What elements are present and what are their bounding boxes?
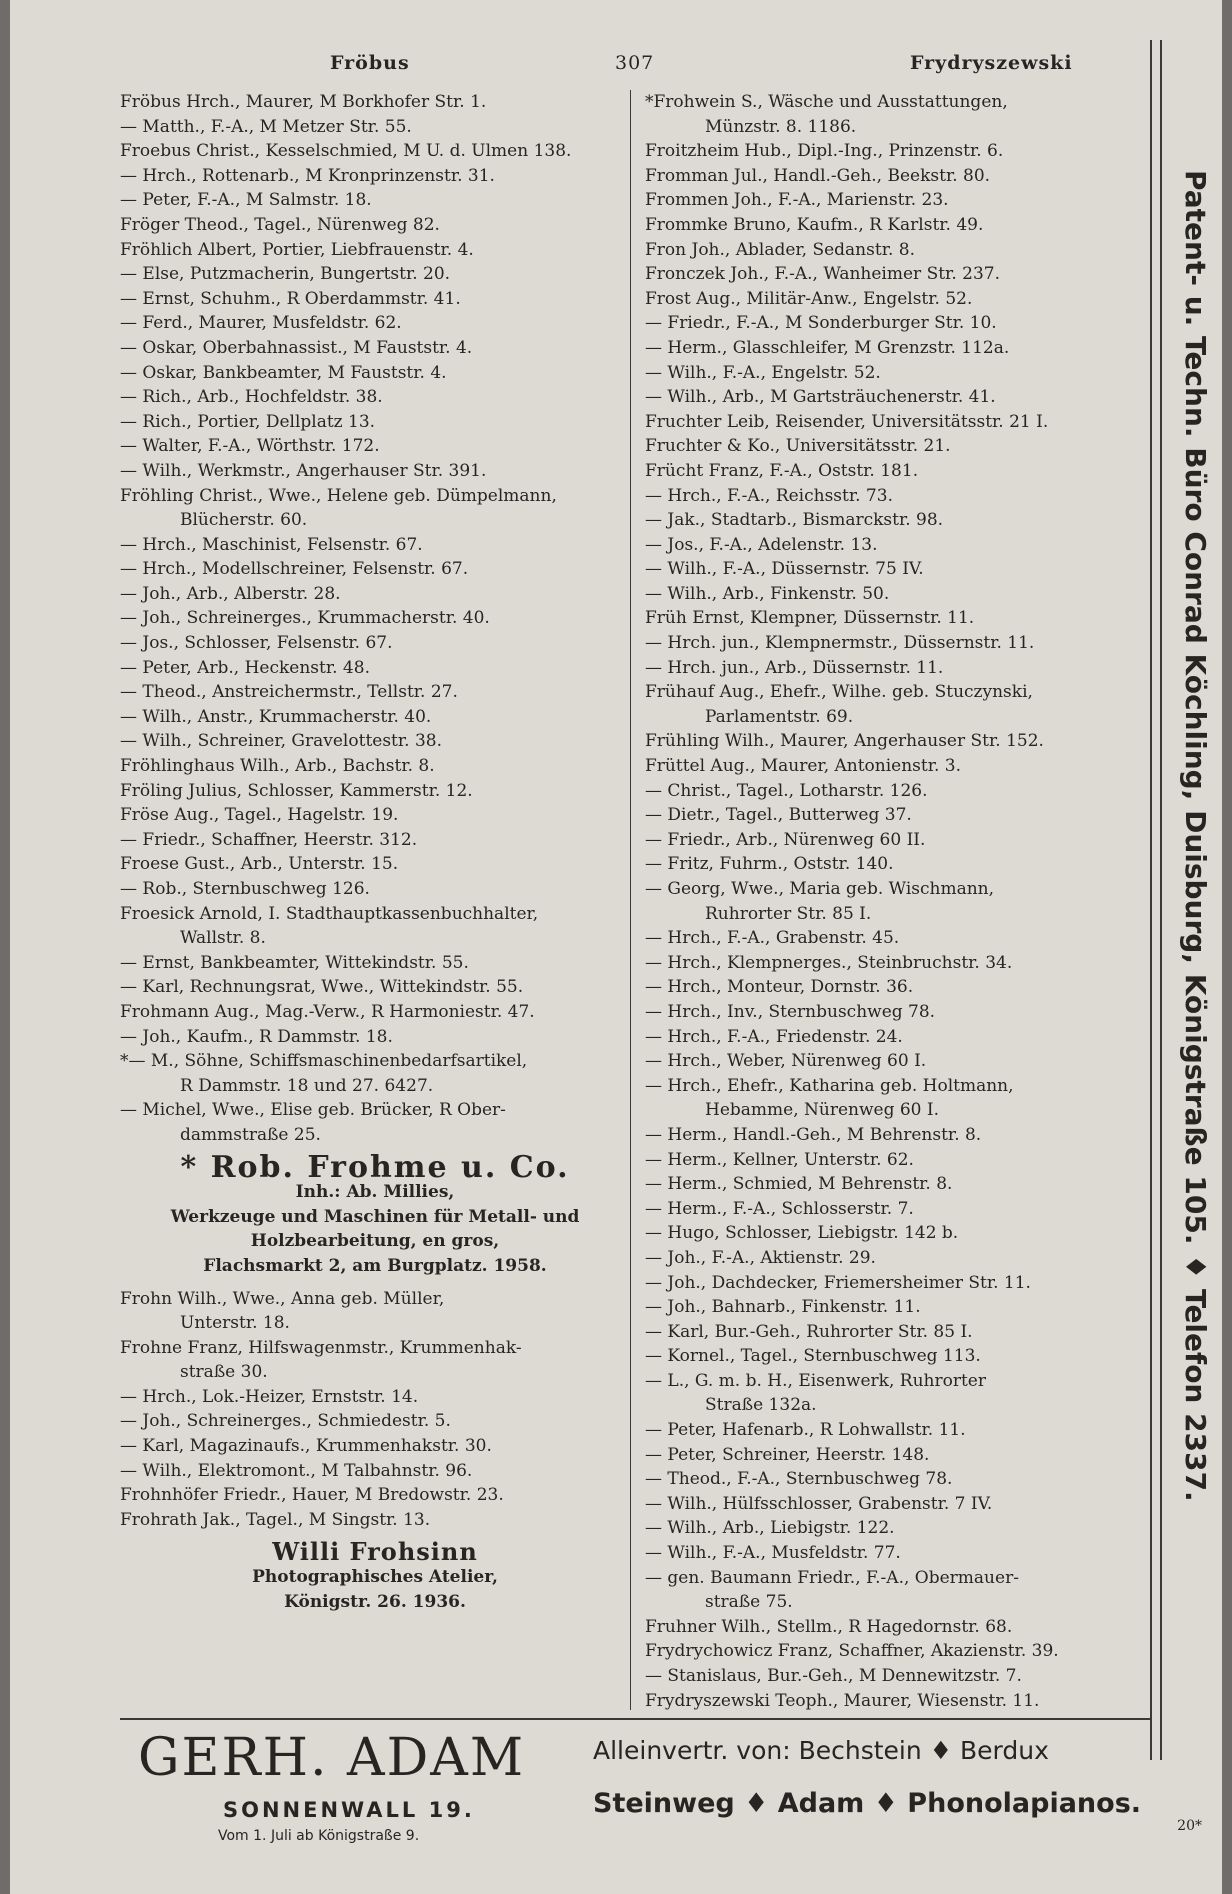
directory-entry: — Matth., F.-A., M Metzer Str. 55. [120, 116, 412, 137]
directory-entry: — Joh., Dachdecker, Friemersheimer Str. 11. [645, 1272, 1031, 1293]
directory-entry: — Hugo, Schlosser, Liebigstr. 142 b. [645, 1223, 959, 1244]
ad-line: * Rob. Frohme u. Co. [180, 1149, 570, 1185]
directory-entry: Frydrychowicz Franz, Schaffner, Akazienstr. 39. [645, 1641, 1059, 1662]
directory-entry: — Hrch., Inv., Sternbuschweg 78. [645, 1001, 936, 1022]
directory-entry: — Hrch. jun., Klempnermstr., Düssernstr. 11. [645, 633, 1035, 654]
directory-entry: — Peter, Arb., Heckenstr. 48. [120, 657, 370, 678]
directory-entry: Frühauf Aug., Ehefr., Wilhe. geb. Stuczynski, [645, 682, 1033, 703]
directory-entry: — L., G. m. b. H., Eisenwerk, Ruhrorter [645, 1370, 986, 1391]
directory-entry: — Ernst, Schuhm., R Oberdammstr. 41. [120, 288, 461, 309]
directory-entry: Frohrath Jak., Tagel., M Singstr. 13. [120, 1509, 431, 1530]
directory-entry: — Hrch., Rottenarb., M Kronprinzenstr. 31. [120, 165, 495, 186]
directory-entry: — Joh., Schreinerges., Schmiedestr. 5. [120, 1411, 451, 1432]
directory-entry: — Hrch., Ehefr., Katharina geb. Holtmann, [645, 1075, 1014, 1096]
directory-entry: — Kornel., Tagel., Sternbuschweg 113. [645, 1346, 981, 1367]
side-advertisement: Patent- u. Techn. Büro Conrad Köchling, Duisburg, Königstraße 105. ♦ Telefon 2337. [1179, 170, 1212, 1502]
directory-entry: Fromman Jul., Handl.-Geh., Beekstr. 80. [645, 165, 991, 186]
directory-entry: Fröling Julius, Schlosser, Kammerstr. 12. [120, 780, 473, 801]
directory-entry: — Jos., Schlosser, Felsenstr. 67. [120, 633, 393, 654]
directory-entry: — Joh., F.-A., Aktienstr. 29. [645, 1247, 876, 1268]
directory-entry: — Joh., Kaufm., R Dammstr. 18. [120, 1026, 393, 1047]
directory-entry: — Wilh., Arb., Finkenstr. 50. [645, 583, 890, 604]
header-right-word: Frydryszewski [910, 52, 1073, 74]
directory-entry: — Herm., Kellner, Unterstr. 62. [645, 1149, 914, 1170]
directory-entry: — Walter, F.-A., Wörthstr. 172. [120, 436, 380, 457]
ad-frohme [120, 1149, 630, 1279]
left-column [120, 90, 630, 1622]
directory-entry: — Hrch., Lok.-Heizer, Ernststr. 14. [120, 1386, 419, 1407]
directory-entry: — Wilh., F.-A., Düssernstr. 75 IV. [645, 559, 924, 580]
ad-line: Willi Frohsinn [272, 1537, 478, 1567]
directory-entry: — Wilh., F.-A., Musfeldstr. 77. [645, 1543, 901, 1564]
directory-entry: — Ernst, Bankbeamter, Wittekindstr. 55. [120, 952, 469, 973]
directory-entry: — Michel, Wwe., Elise geb. Brücker, R Ober- [120, 1100, 506, 1121]
directory-entry: Parlamentstr. 69. [705, 706, 854, 727]
page-number: 307 [615, 52, 655, 74]
directory-entry: — Herm., Glasschleifer, M Grenzstr. 112a. [645, 337, 1010, 358]
ad-frohsinn [120, 1537, 630, 1614]
column-divider [630, 90, 631, 1710]
right-column [645, 90, 1145, 1713]
directory-entry: — Wilh., Anstr., Krummacherstr. 40. [120, 706, 432, 727]
directory-entry: — Rob., Sternbuschweg 126. [120, 879, 370, 899]
directory-entry: Fruchter & Ko., Universitätsstr. 21. [645, 436, 951, 457]
directory-entry: Münzstr. 8. 1186. [705, 116, 857, 137]
bottom-rule [120, 1718, 1150, 1720]
directory-entry: — Hrch., Maschinist, Felsenstr. 67. [120, 534, 423, 555]
directory-entry: Fröhlinghaus Wilh., Arb., Bachstr. 8. [120, 756, 435, 777]
directory-entry: Früh Ernst, Klempner, Düssernstr. 11. [645, 608, 975, 629]
directory-entry: Fron Joh., Ablader, Sedanstr. 8. [645, 239, 915, 260]
directory-entry: Fröhling Christ., Wwe., Helene geb. Dümpelmann, [120, 485, 557, 506]
directory-entry: Fruhner Wilh., Stellm., R Hagedornstr. 68. [645, 1616, 1013, 1637]
directory-entry: — Herm., Schmied, M Behrenstr. 8. [645, 1174, 953, 1195]
directory-entry: Ruhrorter Str. 85 I. [705, 903, 872, 924]
directory-entry: — Oskar, Oberbahnassist., M Fauststr. 4. [120, 337, 473, 358]
side-divider-2 [1160, 40, 1162, 1760]
directory-entry: — Hrch. jun., Arb., Düssernstr. 11. [645, 657, 944, 678]
directory-entry: Frühling Wilh., Maurer, Angerhauser Str. 152. [645, 731, 1044, 752]
directory-entry: Fröger Theod., Tagel., Nürenweg 82. [120, 214, 440, 235]
directory-entry: Frommen Joh., F.-A., Marienstr. 23. [645, 190, 949, 211]
directory-entry: — Karl, Magazinaufs., Krummenhakstr. 30. [120, 1436, 492, 1457]
directory-entry: — Wilh., Hülfsschlosser, Grabenstr. 7 IV. [645, 1493, 993, 1514]
directory-entry: Froese Gust., Arb., Unterstr. 15. [120, 854, 399, 875]
directory-entry: Hebamme, Nürenweg 60 I. [705, 1100, 940, 1121]
directory-entry: — Hrch., Weber, Nürenweg 60 I. [645, 1051, 927, 1072]
directory-entry: — Herm., F.-A., Schlosserstr. 7. [645, 1198, 914, 1219]
directory-entry: — Hrch., Monteur, Dornstr. 36. [645, 977, 914, 998]
directory-entry: — Hrch., Modellschreiner, Felsenstr. 67. [120, 559, 469, 580]
directory-entry: Fruchter Leib, Reisender, Universitätsstr. 21 I. [645, 411, 1049, 432]
ad-line: Photographisches Atelier, [252, 1567, 498, 1588]
directory-entry: *— M., Söhne, Schiffsmaschinenbedarfsartikel, [120, 1051, 528, 1072]
directory-entry: — Ferd., Maurer, Musfeldstr. 62. [120, 313, 402, 334]
directory-entry: — Karl, Bur.-Geh., Ruhrorter Str. 85 I. [645, 1321, 973, 1342]
directory-entry: — Joh., Arb., Alberstr. 28. [120, 583, 341, 604]
directory-entry: — Joh., Schreinerges., Krummacherstr. 40. [120, 608, 490, 629]
directory-entry: Wallstr. 8. [180, 928, 266, 949]
directory-entry: Frohne Franz, Hilfswagenmstr., Krummenhak- [120, 1337, 522, 1358]
directory-entry: — Hrch., Klempnerges., Steinbruchstr. 34. [645, 952, 1013, 973]
directory-entry: straße 75. [705, 1592, 793, 1613]
directory-entry: Straße 132a. [705, 1395, 817, 1416]
directory-entry: — Hrch., F.-A., Friedenstr. 24. [645, 1026, 903, 1047]
directory-entry: straße 30. [180, 1362, 268, 1383]
directory-entry: — Wilh., Werkmstr., Angerhauser Str. 391. [120, 460, 487, 481]
gerh-adam-address: SONNENWALL 19. [223, 1798, 475, 1822]
directory-entry: Froebus Christ., Kesselschmied, M U. d. Ulmen 138. [120, 141, 572, 162]
directory-entry: — Hrch., F.-A., Grabenstr. 45. [645, 928, 900, 949]
directory-entry: — Peter, F.-A., M Salmstr. 18. [120, 190, 372, 211]
gerh-adam-name: GERH. ADAM [138, 1728, 526, 1788]
directory-entry: — Wilh., Arb., M Gartsträuchenerstr. 41. [645, 387, 996, 408]
gerh-adam-brands: Steinweg ♦ Adam ♦ Phonolapianos. [593, 1788, 1142, 1819]
directory-entry: — Peter, Hafenarb., R Lohwallstr. 11. [645, 1420, 966, 1441]
directory-entry: — Stanislaus, Bur.-Geh., M Dennewitzstr. 7. [645, 1666, 1022, 1686]
directory-entry: Blücherstr. 60. [180, 510, 308, 531]
directory-entry: — Georg, Wwe., Maria geb. Wischmann, [645, 879, 995, 899]
directory-entry: Frücht Franz, F.-A., Oststr. 181. [645, 460, 919, 481]
directory-entry: — Hrch., F.-A., Reichsstr. 73. [645, 485, 893, 506]
directory-entry: — Oskar, Bankbeamter, M Fauststr. 4. [120, 362, 447, 383]
directory-entry: — Fritz, Fuhrm., Oststr. 140. [645, 854, 894, 875]
ad-line: Holzbearbeitung, en gros, [250, 1231, 500, 1252]
directory-entry: Frost Aug., Militär-Anw., Engelstr. 52. [645, 288, 973, 309]
directory-entry: Frydryszewski Teoph., Maurer, Wiesenstr. 11. [645, 1690, 1040, 1711]
directory-entry: Frommke Bruno, Kaufm., R Karlstr. 49. [645, 214, 984, 235]
directory-entry: Fröse Aug., Tagel., Hagelstr. 19. [120, 805, 399, 826]
directory-entry: Froitzheim Hub., Dipl.-Ing., Prinzenstr. 6. [645, 141, 1004, 162]
directory-entry: Fronczek Joh., F.-A., Wanheimer Str. 237. [645, 264, 1000, 285]
directory-entry: — Wilh., Schreiner, Gravelottestr. 38. [120, 731, 442, 752]
directory-entry: — Peter, Schreiner, Heerstr. 148. [645, 1444, 930, 1465]
directory-entry: *Frohwein S., Wäsche und Ausstattungen, [645, 92, 1008, 112]
directory-entry: — Friedr., F.-A., M Sonderburger Str. 10. [645, 313, 997, 334]
directory-entry: — Joh., Bahnarb., Finkenstr. 11. [645, 1297, 921, 1318]
directory-entry: — gen. Baumann Friedr., F.-A., Obermauer- [645, 1567, 1019, 1588]
directory-entry: — Jak., Stadtarb., Bismarckstr. 98. [645, 510, 944, 531]
directory-entry: — Wilh., F.-A., Engelstr. 52. [645, 362, 881, 383]
ad-line: Flachsmarkt 2, am Burgplatz. 1958. [203, 1255, 547, 1276]
directory-entry: Früttel Aug., Maurer, Antonienstr. 3. [645, 756, 962, 777]
directory-entry: Fröbus Hrch., Maurer, M Borkhofer Str. 1. [120, 92, 487, 112]
directory-entry: — Wilh., Elektromont., M Talbahnstr. 96. [120, 1460, 473, 1481]
directory-entry: — Friedr., Arb., Nürenweg 60 II. [645, 829, 926, 850]
directory-entry: — Herm., Handl.-Geh., M Behrenstr. 8. [645, 1124, 982, 1145]
directory-entry: — Rich., Portier, Dellplatz 13. [120, 411, 376, 432]
directory-entry: — Friedr., Schaffner, Heerstr. 312. [120, 829, 418, 850]
directory-entry: — Rich., Arb., Hochfeldstr. 38. [120, 387, 383, 408]
ad-line: Königstr. 26. 1936. [284, 1591, 466, 1612]
ad-line: Inh.: Ab. Millies, [295, 1182, 455, 1203]
header-left-word: Fröbus [330, 52, 410, 74]
directory-entry: — Christ., Tagel., Lotharstr. 126. [645, 780, 928, 801]
gerh-adam-note: Vom 1. Juli ab Königstraße 9. [218, 1828, 420, 1844]
directory-entry: — Theod., Anstreichermstr., Tellstr. 27. [120, 682, 458, 703]
directory-entry: Frohmann Aug., Mag.-Verw., R Harmoniestr. 47. [120, 1001, 535, 1022]
directory-entry: — Jos., F.-A., Adelenstr. 13. [645, 534, 878, 555]
directory-page [10, 0, 1222, 1894]
directory-entry: R Dammstr. 18 und 27. 6427. [180, 1075, 434, 1096]
directory-entry: Froesick Arnold, I. Stadthauptkassenbuchhalter, [120, 903, 539, 924]
directory-entry: Unterstr. 18. [180, 1313, 290, 1334]
directory-entry: — Dietr., Tagel., Butterweg 37. [645, 805, 912, 826]
bottom-advertisement [128, 1728, 1148, 1848]
directory-entry: dammstraße 25. [180, 1124, 321, 1145]
page-signature-mark: 20* [1177, 1818, 1202, 1834]
gerh-adam-alleinvertr: Alleinvertr. von: Bechstein ♦ Berdux [593, 1736, 1049, 1765]
directory-entry: Fröhlich Albert, Portier, Liebfrauenstr. 4. [120, 239, 474, 260]
directory-entry: Frohn Wilh., Wwe., Anna geb. Müller, [120, 1288, 445, 1309]
directory-entry: — Theod., F.-A., Sternbuschweg 78. [645, 1469, 953, 1490]
directory-entry: — Else, Putzmacherin, Bungertstr. 20. [120, 264, 451, 285]
ad-line: Werkzeuge und Maschinen für Metall- und [170, 1206, 580, 1227]
side-divider-1 [1150, 40, 1152, 1760]
directory-entry: — Wilh., Arb., Liebigstr. 122. [645, 1518, 895, 1539]
directory-entry: Frohnhöfer Friedr., Hauer, M Bredowstr. 23. [120, 1485, 504, 1506]
directory-entry: — Karl, Rechnungsrat, Wwe., Wittekindstr. 55. [120, 977, 524, 998]
